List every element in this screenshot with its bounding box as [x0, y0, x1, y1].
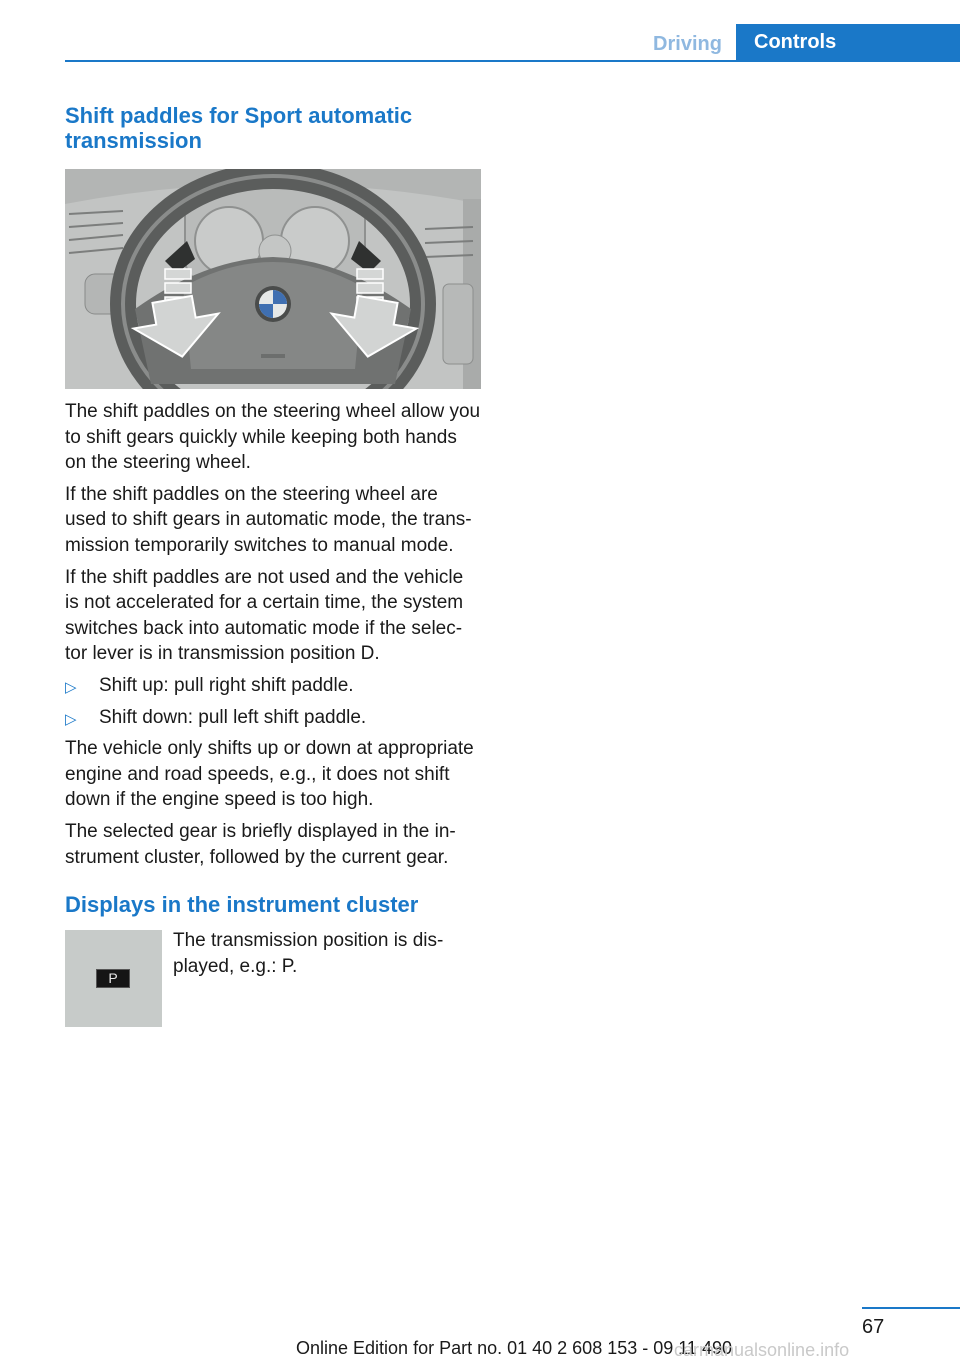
paragraph: If the shift paddles on the steering wheel are used to shift gears in automatic mode, the trans-mission temporarily switches to manual mode. — [65, 483, 472, 556]
steering-wheel-photo — [65, 169, 481, 389]
display-description: The transmission position is dis-played, e.g.: P. — [173, 930, 444, 977]
paragraph: The shift paddles on the steering wheel allow you to shift gears quickly while keeping both hands on the steering wheel. — [65, 401, 481, 474]
page-number: 67 — [862, 1316, 885, 1338]
paragraph: The vehicle only shifts up or down at appropriate engine and road speeds, e.g., it does not shift down if the engine speed is too high. — [65, 738, 474, 811]
header-chapter: Driving — [653, 33, 722, 55]
list-item — [65, 705, 481, 731]
section-title-shift-paddles: Shift paddles for Sport automatic transmission — [65, 103, 413, 153]
footer-rule — [862, 1307, 960, 1309]
header-section-tab: Controls — [736, 24, 960, 61]
list-item-text: Shift up: pull right shift paddle. — [99, 674, 354, 696]
paragraph: The selected gear is briefly displayed in the in-strument cluster, followed by the current gear. — [65, 820, 456, 868]
list-item — [65, 673, 481, 699]
section-title-displays: Displays in the instrument cluster — [65, 892, 419, 918]
gear-indicator-letter: P — [108, 970, 118, 987]
instrument-cluster-display-image — [65, 930, 162, 1027]
triangle-right-icon: ▷ — [65, 678, 77, 696]
list-item-text: Shift down: pull left shift paddle. — [99, 706, 367, 728]
edition-note: Online Edition for Part no. 01 40 2 608 153 - 09 11 490 — [296, 1338, 732, 1358]
content-column — [65, 103, 481, 1028]
watermark: carmanualsonline.info — [674, 1340, 850, 1360]
steering-wheel-illustration — [65, 169, 481, 389]
gear-indicator-box — [96, 969, 130, 988]
triangle-right-icon: ▷ — [65, 710, 77, 728]
paragraph: If the shift paddles are not used and the vehicle is not accelerated for a certain time, the system switches back into automatic mode if the selec-tor lever is in transmission position D. — [65, 566, 464, 665]
display-example — [65, 928, 481, 1028]
